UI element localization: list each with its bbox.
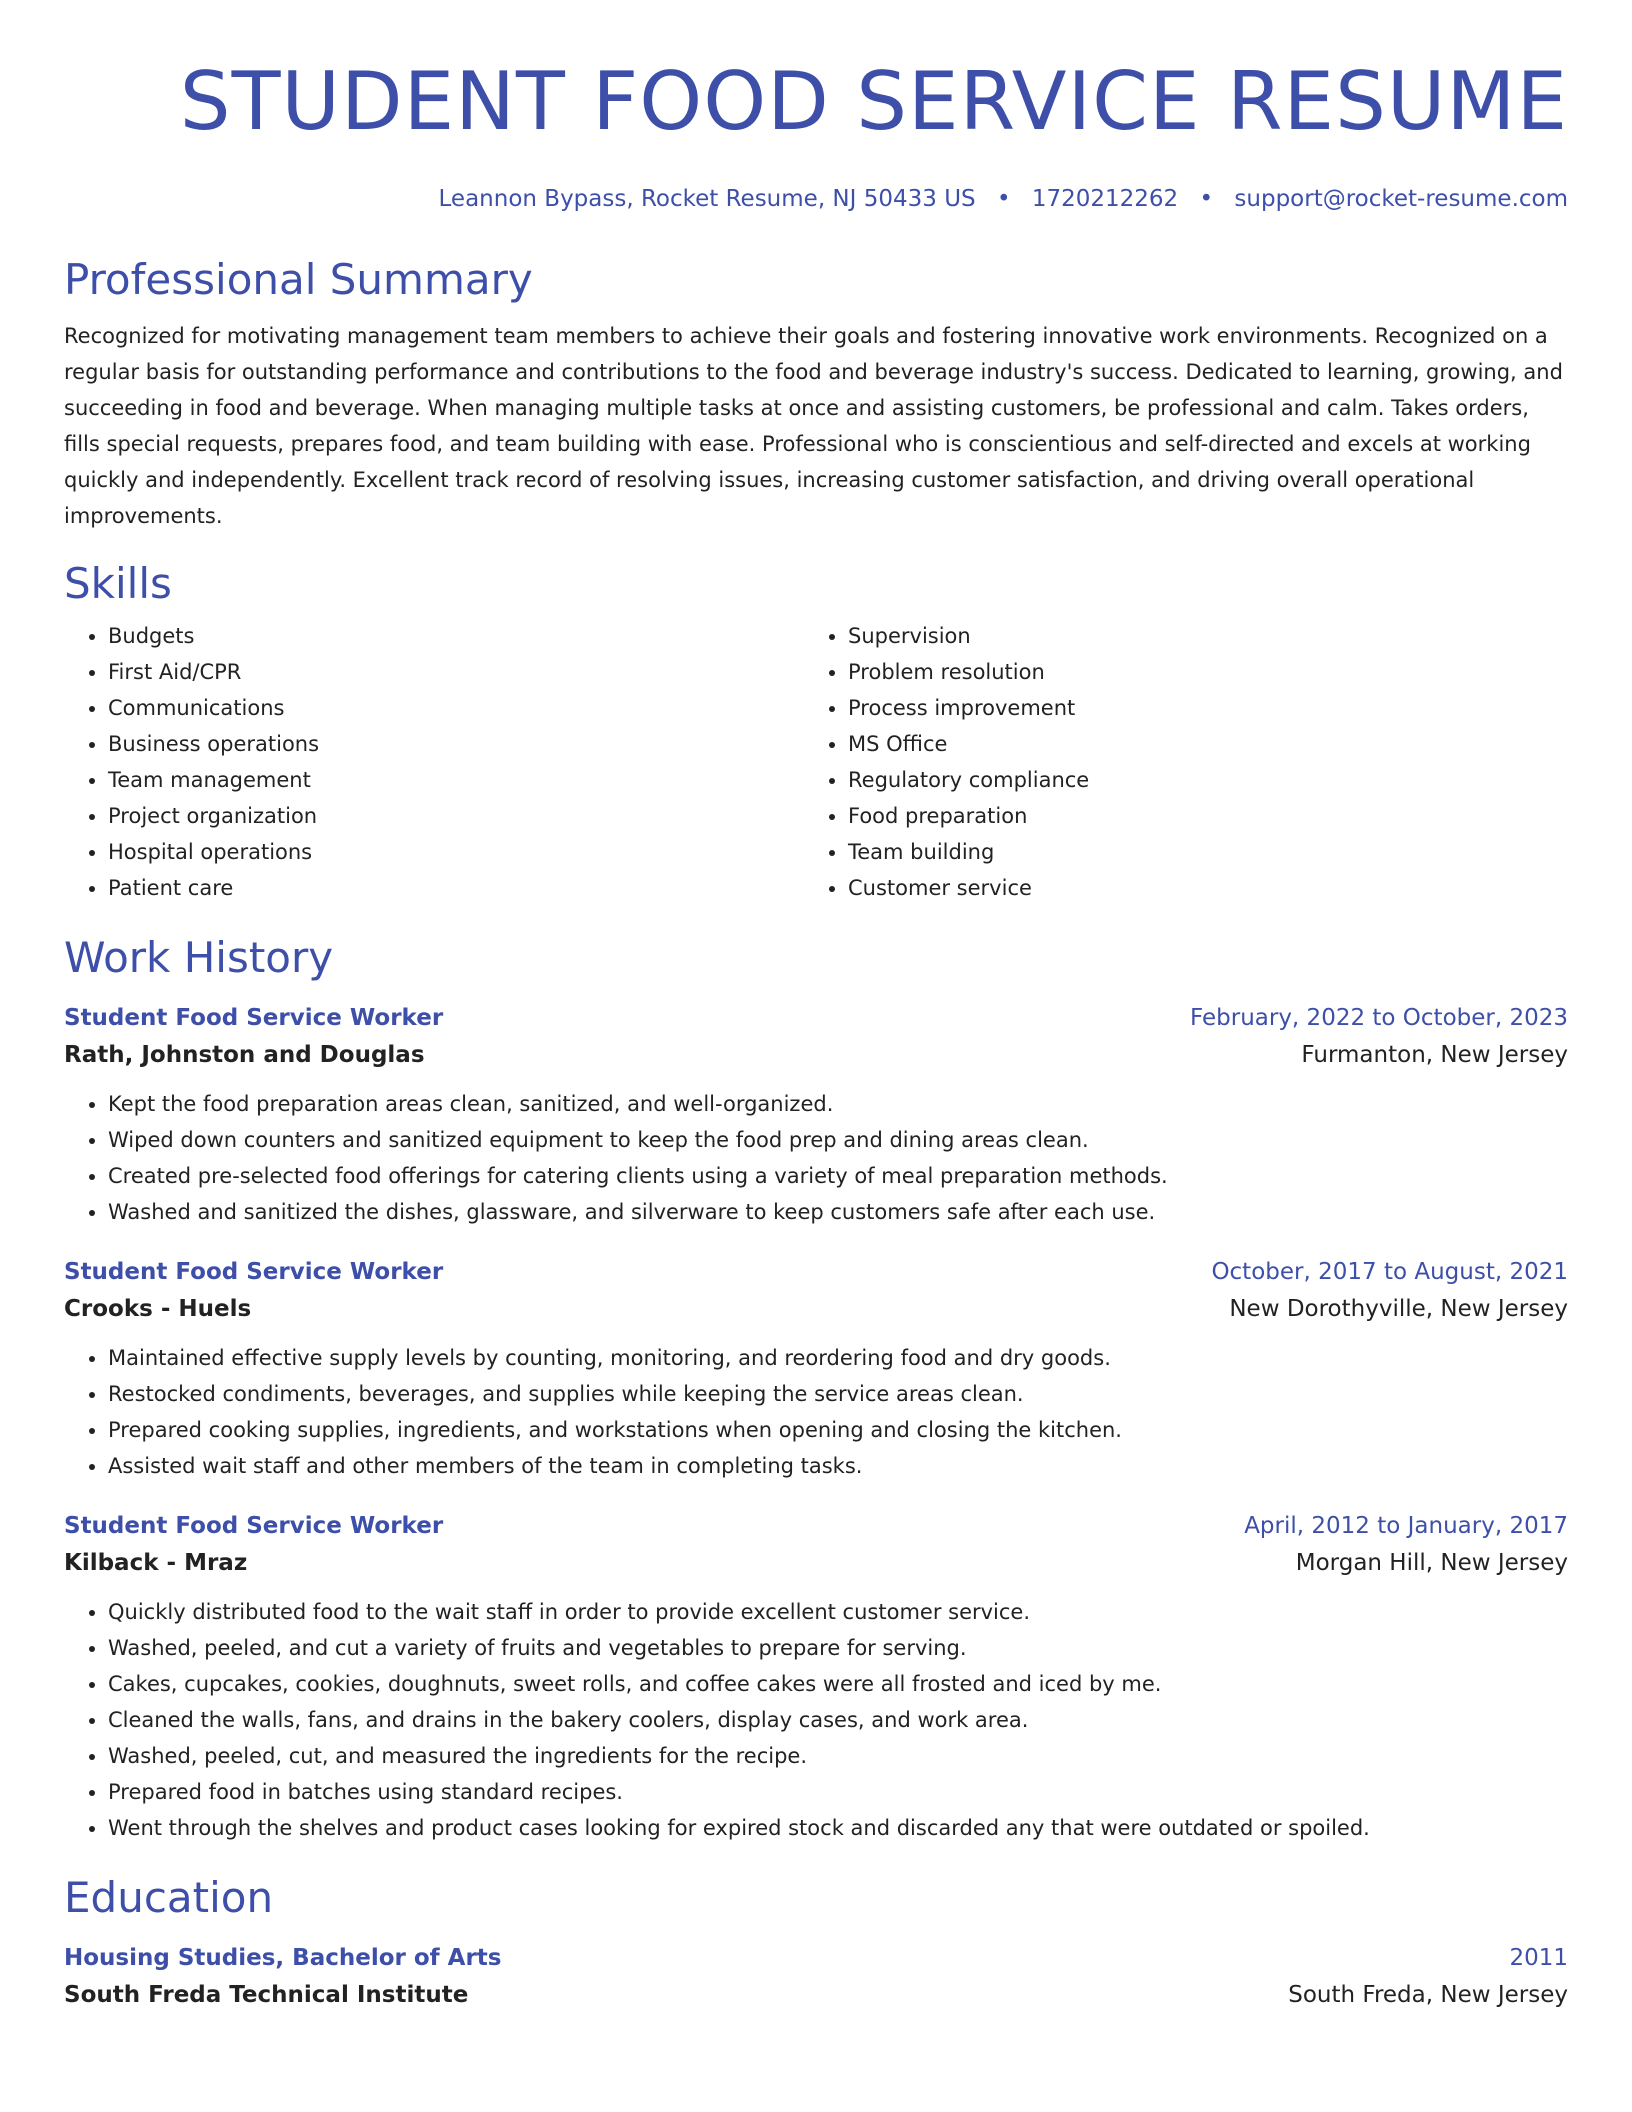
education-year: 2011 (1509, 1945, 1568, 1971)
education-school: South Freda Technical Institute (64, 1982, 469, 2008)
contact-line (64, 184, 1568, 214)
summary-section (64, 252, 1568, 534)
duty-item: • Cleaned the walls, fans, and drains in the bakery coolers, display cases, and work area. (108, 1702, 1568, 1738)
education-degree-row (64, 1940, 1568, 1976)
contact-phone: 1720212262 (1031, 186, 1179, 212)
job-dates: February, 2022 to October, 2023 (1190, 1005, 1568, 1031)
education-section (64, 1870, 1568, 2014)
contact-address: Leannon Bypass, Rocket Resume, NJ 50433 US (438, 186, 976, 212)
job-entry (64, 1000, 1568, 1230)
job-title: Student Food Service Worker (64, 1005, 444, 1031)
skill-item: • Project organization (108, 798, 804, 834)
skills-section (64, 556, 1568, 906)
job-company-row (64, 1544, 1568, 1582)
skill-item: • Communications (108, 690, 804, 726)
duty-item: • Created pre-selected food offerings for catering clients using a variety of meal preparation methods. (108, 1158, 1568, 1194)
skill-item: • First Aid/CPR (108, 654, 804, 690)
contact-email: support@rocket-resume.com (1234, 186, 1568, 212)
job-dates: April, 2012 to January, 2017 (1244, 1513, 1568, 1539)
education-location: South Freda, New Jersey (1288, 1982, 1568, 2008)
job-company-row (64, 1036, 1568, 1074)
skills-list-right (804, 618, 1544, 906)
job-company: Rath, Johnston and Douglas (64, 1042, 425, 1068)
resume-title: STUDENT FOOD SERVICE RESUME (179, 55, 1568, 148)
job-entry (64, 1508, 1568, 1846)
job-location: Furmanton, New Jersey (1301, 1042, 1568, 1068)
job-title-row (64, 1508, 1568, 1544)
summary-text: Recognized for motivating management team members to achieve their goals and fostering innovative work environments. Recognized on a regular basis for outstanding performance and contributions to the food and beverage industry's success. Dedicated to learning, growing, and succeeding in food and beverage. When managing multiple tasks at once and assisting customers, be professional and calm. Takes orders, fills special requests, prepares food, and team building with ease. Professional who is conscientious and self-directed and excels at working quickly and independently. Excellent track record of resolving issues, increasing customer satisfaction, and driving overall operational improvements. (64, 324, 1563, 528)
duty-item: • Prepared cooking supplies, ingredients, and workstations when opening and closing the kitchen. (108, 1412, 1568, 1448)
summary-heading: Professional Summary (64, 255, 533, 304)
job-title: Student Food Service Worker (64, 1259, 444, 1285)
work-history-section (64, 930, 1568, 1846)
skill-item: • Customer service (848, 870, 1544, 906)
job-title-row (64, 1254, 1568, 1290)
education-school-row (64, 1976, 1568, 2014)
duty-item: • Quickly distributed food to the wait staff in order to provide excellent customer service. (108, 1594, 1568, 1630)
skill-item: • Business operations (108, 726, 804, 762)
job-company: Crooks - Huels (64, 1296, 252, 1322)
job-company: Kilback - Mraz (64, 1550, 248, 1576)
job-company-row (64, 1290, 1568, 1328)
skill-item: • MS Office (848, 726, 1544, 762)
skill-item: • Regulatory compliance (848, 762, 1544, 798)
job-duties (64, 1340, 1568, 1484)
duty-item: • Kept the food preparation areas clean, sanitized, and well-organized. (108, 1086, 1568, 1122)
duty-item: • Prepared food in batches using standard recipes. (108, 1774, 1568, 1810)
job-title-row (64, 1000, 1568, 1036)
skill-item: • Budgets (108, 618, 804, 654)
job-duties (64, 1594, 1568, 1846)
skill-item: • Hospital operations (108, 834, 804, 870)
job-location: New Dorothyville, New Jersey (1229, 1296, 1568, 1322)
resume-header (64, 0, 1568, 214)
skill-item: • Patient care (108, 870, 804, 906)
duty-item: • Washed, peeled, and cut a variety of fruits and vegetables to prepare for serving. (108, 1630, 1568, 1666)
skill-item: • Process improvement (848, 690, 1544, 726)
contact-separator: • (996, 186, 1011, 212)
duty-item: • Went through the shelves and product cases looking for expired stock and discarded any that were outdated or spoiled. (108, 1810, 1568, 1846)
skill-item: • Team management (108, 762, 804, 798)
skills-list-left (64, 618, 804, 906)
job-dates: October, 2017 to August, 2021 (1211, 1259, 1568, 1285)
duty-item: • Restocked condiments, beverages, and supplies while keeping the service areas clean. (108, 1376, 1568, 1412)
skill-item: • Problem resolution (848, 654, 1544, 690)
education-degree: Housing Studies, Bachelor of Arts (64, 1945, 502, 1971)
education-heading: Education (64, 1873, 274, 1922)
duty-item: • Washed, peeled, cut, and measured the ingredients for the recipe. (108, 1738, 1568, 1774)
duty-item: • Cakes, cupcakes, cookies, doughnuts, sweet rolls, and coffee cakes were all frosted and iced by me. (108, 1666, 1568, 1702)
contact-separator: • (1199, 186, 1214, 212)
duty-item: • Wiped down counters and sanitized equipment to keep the food prep and dining areas clean. (108, 1122, 1568, 1158)
skill-item: • Team building (848, 834, 1544, 870)
duty-item: • Assisted wait staff and other members of the team in completing tasks. (108, 1448, 1568, 1484)
education-entry (64, 1940, 1568, 2014)
work-history-heading: Work History (64, 933, 334, 982)
duty-item: • Washed and sanitized the dishes, glassware, and silverware to keep customers safe after each use. (108, 1194, 1568, 1230)
duty-item: • Maintained effective supply levels by counting, monitoring, and reordering food and dry goods. (108, 1340, 1568, 1376)
job-title: Student Food Service Worker (64, 1513, 444, 1539)
skill-item: • Food preparation (848, 798, 1544, 834)
job-location: Morgan Hill, New Jersey (1295, 1550, 1568, 1576)
skills-heading: Skills (64, 559, 172, 608)
job-entry (64, 1254, 1568, 1484)
skills-columns (64, 618, 1568, 906)
job-duties (64, 1086, 1568, 1230)
skill-item: • Supervision (848, 618, 1544, 654)
